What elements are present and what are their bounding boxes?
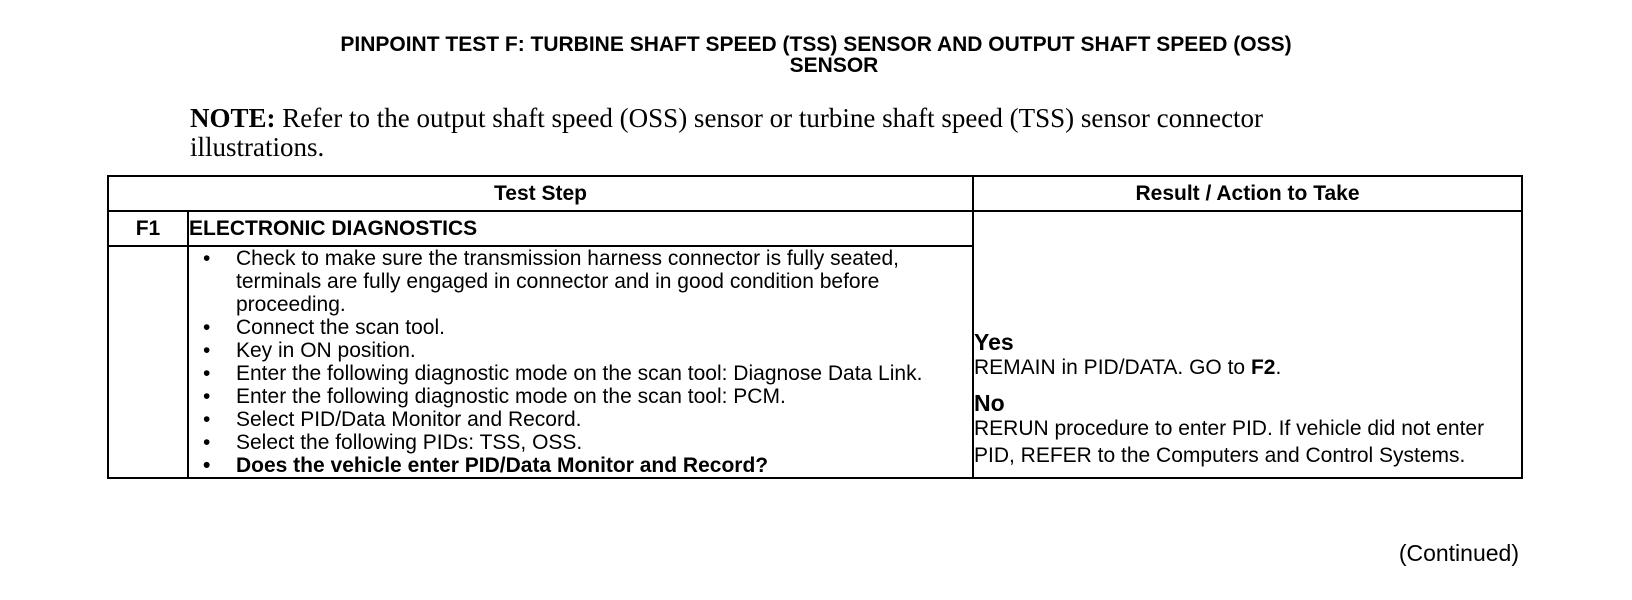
instruction-text: Select PID/Data Monitor and Record.	[236, 408, 582, 431]
instruction-question	[189, 454, 972, 477]
instruction-text: Enter the following diagnostic mode on the scan tool: Diagnose Data Link.	[236, 362, 923, 385]
instruction-item	[189, 316, 972, 339]
result-cell	[973, 211, 1522, 478]
result-no-label: No	[974, 390, 1005, 416]
instruction-item	[189, 431, 972, 454]
bullet: •	[203, 431, 211, 454]
page-title	[0, 34, 1632, 76]
result-yes-label: Yes	[974, 329, 1014, 355]
note-text: Refer to the output shaft speed (OSS) sensor or turbine shaft speed (TSS) sensor connector illustrations.	[190, 103, 1264, 162]
bullet: •	[203, 316, 211, 339]
continued-label: (Continued)	[1398, 540, 1519, 566]
instruction-item	[189, 362, 972, 385]
instruction-text: Select the following PIDs: TSS, OSS.	[236, 431, 583, 454]
instruction-text: Key in ON position.	[236, 339, 416, 362]
result-yes-goto: F2	[1250, 356, 1276, 379]
step-title-row	[108, 211, 1522, 246]
bullet: •	[203, 339, 211, 362]
instruction-text: Connect the scan tool.	[236, 316, 445, 339]
bullet: •	[203, 385, 211, 408]
note	[190, 104, 1390, 162]
pinpoint-test-table	[107, 175, 1523, 479]
bullet: •	[203, 247, 211, 270]
instruction-item	[189, 339, 972, 362]
bullet: •	[203, 454, 211, 477]
instruction-list	[189, 247, 972, 477]
instruction-text: Check to make sure the transmission harness connector is fully seated, terminals are fully engaged in connector and in good condition before proceeding.	[236, 247, 899, 316]
bullet: •	[203, 362, 211, 385]
step-name: ELECTRONIC DIAGNOSTICS	[188, 211, 973, 246]
question-text: Does the vehicle enter PID/Data Monitor and Record?	[236, 454, 769, 477]
step-instructions	[188, 246, 973, 478]
title-line-1: PINPOINT TEST F: TURBINE SHAFT SPEED (TSS) SENSOR AND OUTPUT SHAFT SPEED (OSS)	[340, 33, 1292, 56]
title-line-2: SENSOR	[789, 54, 879, 77]
result-yes-action: REMAIN in PID/DATA. GO to	[974, 356, 1251, 379]
header-result: Result / Action to Take	[973, 176, 1522, 211]
bullet: •	[203, 408, 211, 431]
step-id-blank	[108, 246, 188, 478]
result-yes-text	[974, 354, 1521, 381]
instruction-item	[189, 385, 972, 408]
header-test-step: Test Step	[108, 176, 973, 211]
note-label: NOTE:	[190, 103, 276, 133]
instruction-item	[189, 247, 972, 316]
result-no-text: RERUN procedure to enter PID. If vehicle did not enter PID, REFER to the Computers and Control Systems.	[974, 417, 1485, 467]
instruction-item	[189, 408, 972, 431]
step-id: F1	[108, 211, 188, 246]
table-header-row	[108, 176, 1522, 211]
instruction-text: Enter the following diagnostic mode on the scan tool: PCM.	[236, 385, 786, 408]
result-yes-end: .	[1275, 356, 1282, 379]
